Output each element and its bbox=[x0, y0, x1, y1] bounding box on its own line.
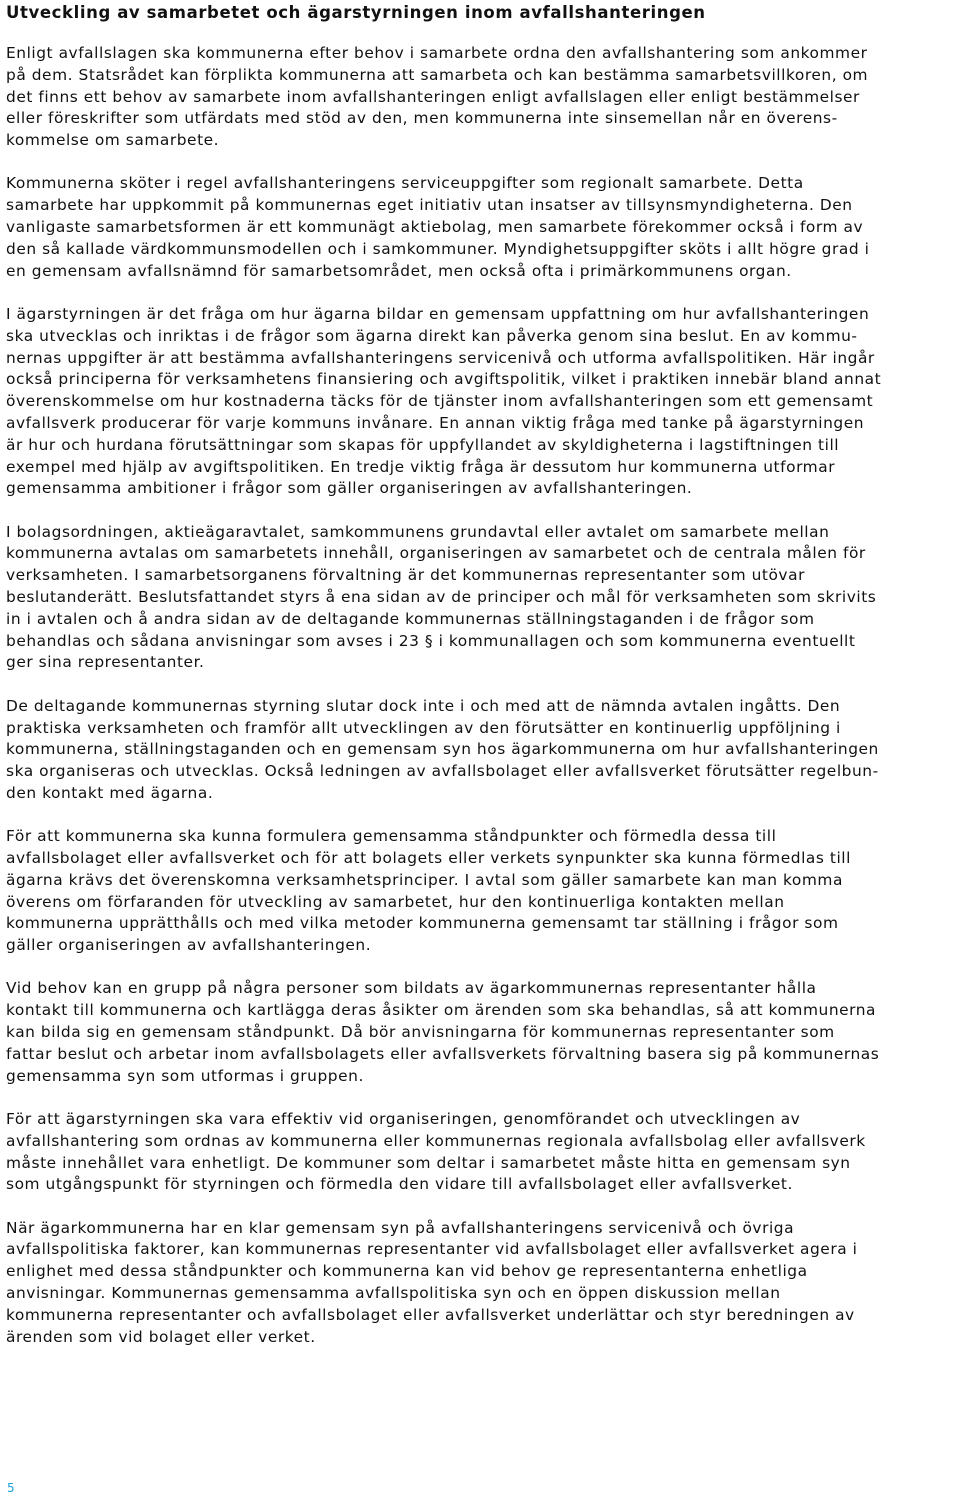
text-line: eller föreskrifter som utfärdats med stöd av den, men kommunerna inte sinsemellan når en överens- bbox=[6, 109, 838, 128]
text-line: enlighet med dessa ståndpunkter och kommunerna kan vid behov ge representanterna enhetliga bbox=[6, 1262, 808, 1281]
text-line: kommunerna avtalas om samarbetets innehåll, organiseringen av samarbetet och de centrala målen för bbox=[6, 544, 866, 563]
paragraph bbox=[6, 1218, 956, 1349]
page-number: 5 bbox=[7, 1481, 15, 1495]
text-line: verksamheten. I samarbetsorganens förvaltning är det kommunernas representanter som utövar bbox=[6, 566, 805, 585]
text-line: kommelse om samarbete. bbox=[6, 131, 220, 150]
text-line: gäller organiseringen av avfallshanteringen. bbox=[6, 936, 372, 955]
text-line: kommunerna, ställningstaganden och en gemensam syn hos ägarkommunerna om hur avfallshanteringen bbox=[6, 740, 879, 759]
text-line: Enligt avfallslagen ska kommunerna efter behov i samarbete ordna den avfallshantering som ankommer bbox=[6, 44, 868, 62]
text-line: I bolagsordningen, aktieägaravtalet, samkommunens grundavtal eller avtalet om samarbete mellan bbox=[6, 522, 830, 541]
text-line: beslutanderätt. Beslutsfattandet styrs å ena sidan av de principer och mål för verksamheten som skrivits bbox=[6, 588, 877, 607]
paragraph bbox=[6, 43, 956, 152]
text-line: är hur och hurdana förutsättningar som skapas för uppfyllandet av skyldigheterna i lagstiftningen till bbox=[6, 435, 840, 454]
document-body bbox=[6, 43, 956, 1348]
text-line: ärenden som vid bolaget eller verket. bbox=[6, 1327, 316, 1346]
text-line: en gemensam avfallsnämnd för samarbetsområdet, men också ofta i primärkommunens organ. bbox=[6, 261, 792, 280]
text-line: också principerna för verksamhetens finansiering och avgiftspolitik, vilket i praktiken innebär bland annat bbox=[6, 370, 882, 389]
text-line: kontakt till kommunerna och kartlägga deras åsikter om ärenden som ska behandlas, så att kommunerna bbox=[6, 1001, 877, 1020]
text-line: behandlas och sådana anvisningar som avses i 23 § i kommunallagen och som kommunerna eventuellt bbox=[6, 631, 856, 650]
text-line: För att ägarstyrningen ska vara effektiv vid organiseringen, genomförandet och utvecklingen av bbox=[6, 1109, 801, 1128]
text-line: den kontakt med ägarna. bbox=[6, 783, 214, 802]
text-line: vanligaste samarbetsformen är ett kommunägt aktiebolag, men samarbete förekommer också i form av bbox=[6, 218, 864, 237]
paragraph bbox=[6, 304, 956, 500]
text-line: exempel med hjälp av avgiftspolitiken. En tredje viktig fråga är dessutom hur kommunerna utformar bbox=[6, 457, 836, 476]
text-line: fattar beslut och arbetar inom avfallsbolagets eller avfallsverkets förvaltning basera sig på kommunernas bbox=[6, 1044, 880, 1063]
text-line: anvisningar. Kommunernas gemensamma avfallspolitiska syn och en öppen diskussion mellan bbox=[6, 1284, 781, 1303]
text-line: måste innehållet vara enhetligt. De kommuner som deltar i samarbetet måste hitta en gemensam syn bbox=[6, 1153, 851, 1172]
paragraph bbox=[6, 978, 956, 1087]
text-line: ska organiseras och utvecklas. Också ledningen av avfallsbolaget eller avfallsverket förutsätter regelbun- bbox=[6, 762, 879, 781]
text-line: Vid behov kan en grupp på några personer som bildats av ägarkommunernas representanter hålla bbox=[6, 979, 817, 998]
text-line: De deltagande kommunernas styrning slutar dock inte i och med att de nämnda avtalen ingåtts. Den bbox=[6, 696, 841, 715]
text-line: avfallsverk producerar för varje kommuns invånare. En annan viktig fråga med tanke på ägarstyrningen bbox=[6, 413, 865, 432]
text-line: på dem. Statsrådet kan förplikta kommunerna att samarbeta och kan bestämma samarbetsvillkoren, om bbox=[6, 65, 869, 84]
paragraph bbox=[6, 1109, 956, 1196]
text-line: gemensamma syn som utformas i gruppen. bbox=[6, 1066, 364, 1085]
text-line: ägarna krävs det överenskomna verksamhetsprinciper. I avtal som gäller samarbete kan man komma bbox=[6, 870, 843, 889]
paragraph bbox=[6, 696, 956, 805]
text-line: gemensamma ambitioner i frågor som gäller organiseringen av avfallshanteringen. bbox=[6, 479, 693, 498]
paragraph bbox=[6, 173, 956, 282]
paragraph bbox=[6, 522, 956, 675]
text-line: nernas uppgifter är att bestämma avfallshanteringens servicenivå och utforma avfallspolitiken. Här ingår bbox=[6, 348, 875, 367]
text-line: ger sina representanter. bbox=[6, 653, 205, 672]
text-line: den så kallade värdkommunsmodellen och i samkommuner. Myndighetsuppgifter sköts i allt högre grad i bbox=[6, 239, 870, 258]
text-line: Kommunerna sköter i regel avfallshanteringens serviceuppgifter som regionalt samarbete. Detta bbox=[6, 174, 804, 193]
text-line: avfallsbolaget eller avfallsverket och för att bolagets eller verkets synpunkter ska kunna förmedlas till bbox=[6, 849, 851, 867]
text-line: praktiska verksamheten och framför allt utvecklingen av den förutsätter en kontinuerlig uppföljning i bbox=[6, 718, 841, 737]
text-line: ska utvecklas och inriktas i de frågor som ägarna direkt kan påverka genom sina beslut. En av kommu- bbox=[6, 326, 858, 345]
text-line: När ägarkommunerna har en klar gemensam syn på avfallshanteringens servicenivå och övriga bbox=[6, 1218, 795, 1237]
paragraph bbox=[6, 826, 956, 957]
text-line: överens om förfaranden för utveckling av samarbetet, hur den kontinuerliga kontakten mellan bbox=[6, 892, 785, 911]
text-line: avfallshantering som ordnas av kommunerna eller kommunernas regionala avfallsbolag eller avfallsverk bbox=[6, 1131, 866, 1150]
text-line: samarbete har uppkommit på kommunernas eget initiativ utan insatser av tillsynsmyndigheterna. Den bbox=[6, 196, 853, 215]
text-line: kommunerna representanter och avfallsbolaget eller avfallsverket underlättar och styr beredningen av bbox=[6, 1305, 855, 1324]
text-line: kommunerna upprätthålls och med vilka metoder kommunerna gemensamt tar ställning i frågor som bbox=[6, 914, 839, 933]
document-title: Utveckling av samarbetet och ägarstyrningen inom avfallshanteringen bbox=[6, 3, 706, 22]
text-line: I ägarstyrningen är det fråga om hur ägarna bildar en gemensam uppfattning om hur avfallshanteringen bbox=[6, 304, 870, 323]
text-line: För att kommunerna ska kunna formulera gemensamma ståndpunkter och förmedla dessa till bbox=[6, 827, 777, 846]
text-line: överenskommelse om hur kostnaderna täcks för de tjänster inom avfallshanteringen som ett gemensamt bbox=[6, 392, 874, 411]
text-line: in i avtalen och å andra sidan av de deltagande kommunernas ställningstaganden i de frågor som bbox=[6, 609, 815, 628]
text-line: det finns ett behov av samarbete inom avfallshanteringen enligt avfallslagen eller enligt bestämmelser bbox=[6, 87, 860, 106]
text-line: avfallspolitiska faktorer, kan kommunernas representanter vid avfallsbolaget eller avfallsverket agera i bbox=[6, 1240, 858, 1259]
document-page bbox=[6, 0, 956, 1370]
text-line: kan bilda sig en gemensam ståndpunkt. Då bör anvisningarna för kommunernas representanter som bbox=[6, 1023, 835, 1042]
text-line: som utgångspunkt för styrningen och förmedla den vidare till avfallsbolaget eller avfallsverket. bbox=[6, 1175, 793, 1194]
